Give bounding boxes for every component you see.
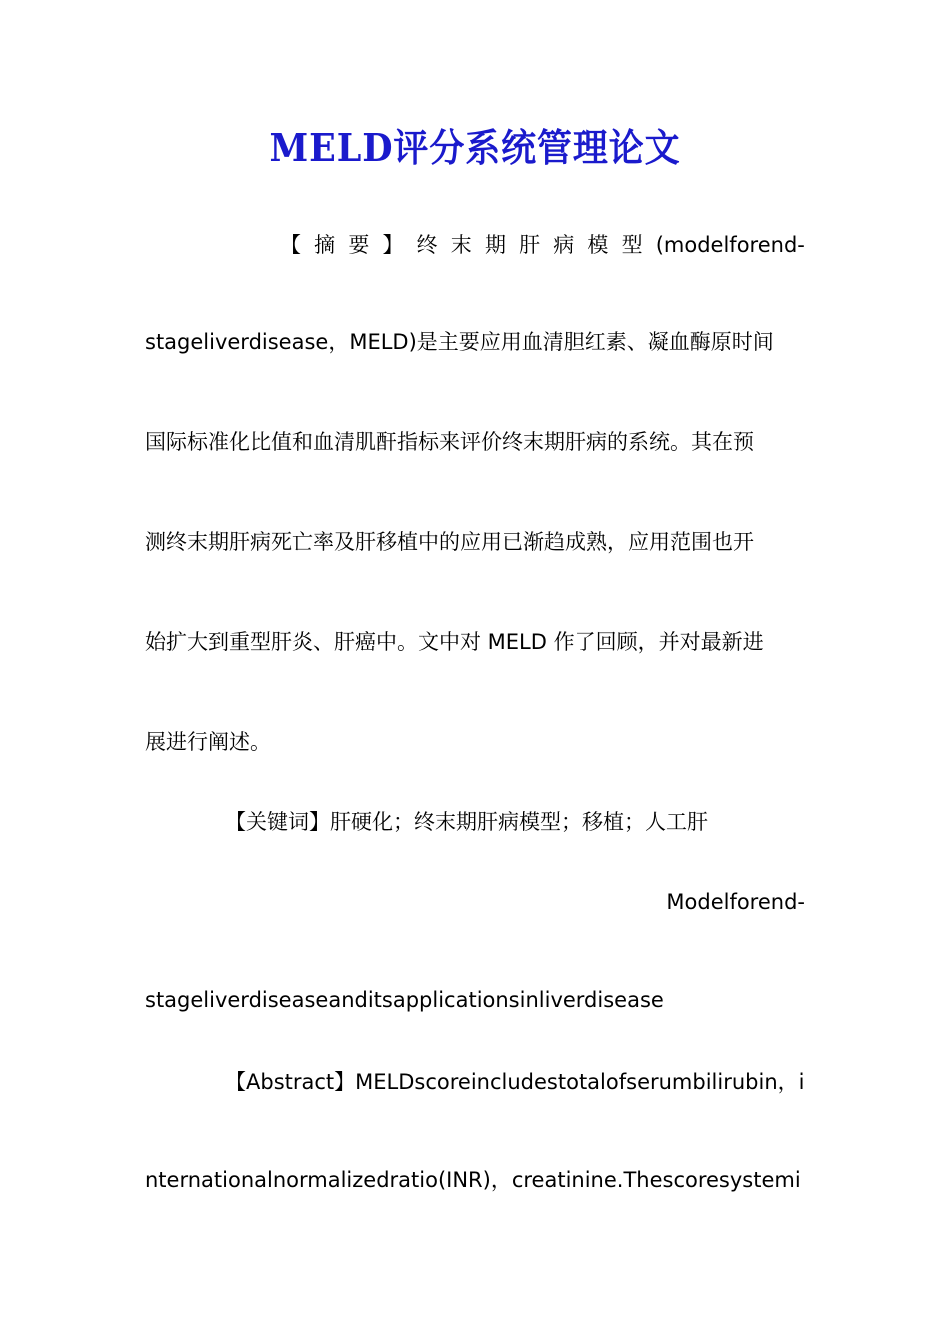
abstract-char: 病 <box>553 233 575 257</box>
abstract-char: (modelforend- <box>655 233 805 257</box>
abstract-char: 【 <box>280 233 301 257</box>
abstract-char: 期 <box>484 233 506 257</box>
english-title-line-2: stageliverdiseaseanditsapplicationsinliverdisease <box>145 988 664 1012</box>
abstract-char: 终 <box>416 233 438 257</box>
abstract-char: 肝 <box>519 233 541 257</box>
abstract-cn-line-1 <box>280 230 805 260</box>
abstract-cn-line-5: 始扩大到重型肝炎、肝癌中。文中对 MELD 作了回顾，并对最新进 <box>145 630 764 654</box>
abstract-cn-line-3: 国际标准化比值和血清肌酐指标来评价终末期肝病的系统。其在预 <box>145 430 754 454</box>
abstract-char: 末 <box>450 233 472 257</box>
abstract-en-line-1: 【Abstract】MELDscoreincludestotalofserumbilirubin，i <box>225 1070 805 1094</box>
abstract-cn-line-2: stageliverdisease，MELD)是主要应用血清胆红素、凝血酶原时间 <box>145 330 774 354</box>
abstract-cn-line-4: 测终末期肝病死亡率及肝移植中的应用已渐趋成熟，应用范围也开 <box>145 530 754 554</box>
abstract-char: 要 <box>348 233 370 257</box>
abstract-char: 模 <box>587 233 609 257</box>
abstract-char: 】 <box>382 233 404 257</box>
keywords-line: 【关键词】肝硬化；终末期肝病模型；移植；人工肝 <box>225 810 708 834</box>
english-title-line-1: Modelforend- <box>666 890 805 914</box>
document-title: MELD评分系统管理论文 <box>269 125 681 170</box>
abstract-char: 型 <box>621 233 643 257</box>
abstract-cn-line-6: 展进行阐述。 <box>145 730 271 754</box>
abstract-en-line-2: nternationalnormalizedratio(INR)，creatinine.Thescoresystemi <box>145 1168 801 1192</box>
abstract-char: 摘 <box>314 233 336 257</box>
